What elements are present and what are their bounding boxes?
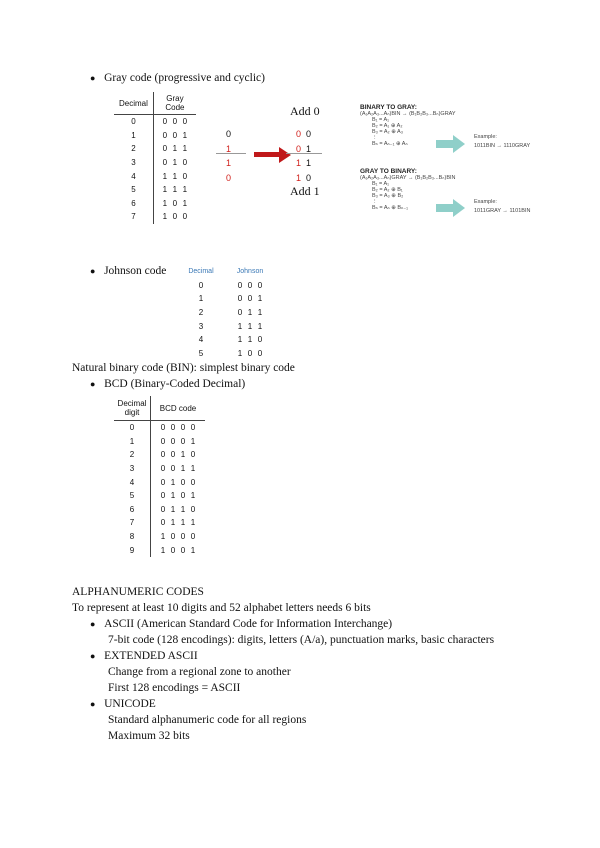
code-cell: 0 0 1 (162, 130, 188, 140)
decimal-cell: 0 (114, 421, 151, 435)
decimal-cell: 0 (198, 280, 204, 290)
ascii-bullet: ● ASCII (American Standard Code for Information Interchange) (90, 618, 393, 630)
unicode-detail-1: Standard alphanumeric code for all regions (108, 714, 307, 726)
code-cell: 1 0 0 0 (160, 532, 196, 542)
code-cell: 1 0 0 1 (160, 545, 196, 555)
code-cell: 0 0 1 0 (160, 450, 196, 460)
bcd-col-decimal: Decimal digit (114, 396, 151, 421)
gray-col-decimal: Decimal (114, 92, 153, 115)
unicode-bullet: ● UNICODE (90, 698, 156, 710)
extended-ascii-bullet: ● EXTENDED ASCII (90, 650, 198, 662)
table-row (114, 115, 196, 129)
code-cell: 1 1 1 (162, 185, 188, 195)
johnson-code-table (180, 265, 278, 360)
table-row (114, 516, 205, 530)
table-row (114, 503, 205, 517)
binary-to-gray-panel: BINARY TO GRAY: (A₁A₂A₃...Aₙ)BIN → (B₁B₂B₃...Bₙ)GRAY B₁ = A₁ B₂ = A₁ ⊕ A₂ B₃ = A₂ ⊕ A₃ ⋮ Bₙ = Aₙ₋₁ ⊕ Aₙ (360, 104, 456, 147)
table-row (114, 475, 205, 489)
code-cell: 0 1 0 1 (160, 491, 196, 501)
natural-binary-line: Natural binary code (BIN): simplest binary code (72, 362, 295, 374)
code-cell: 0 0 0 1 (160, 436, 196, 446)
table-row (114, 169, 196, 183)
bcd-bullet: ● BCD (Binary-Coded Decimal) (90, 378, 246, 390)
gray-code-bullet: ● Gray code (progressive and cyclic) (90, 72, 265, 84)
teal-arrow-icon (436, 199, 466, 217)
decimal-cell: 5 (198, 348, 204, 358)
johnson-col-code: Johnson (236, 268, 264, 276)
johnson-col-decimal: Decimal (188, 268, 214, 276)
bcd-col-code: BCD code (151, 396, 206, 421)
code-cell: 0 1 1 (237, 308, 263, 318)
table-row (114, 448, 205, 462)
decimal-cell: 3 (114, 462, 151, 476)
decimal-cell: 6 (114, 503, 151, 517)
johnson-code-bullet: ● Johnson code (90, 265, 167, 277)
b2g-example-label: Example: (474, 134, 497, 140)
decimal-cell: 7 (114, 516, 151, 530)
red-arrow-icon (254, 147, 292, 163)
reflect-right-divider (286, 153, 322, 154)
gray-code-table (114, 92, 196, 224)
code-cell: 1 0 0 (162, 212, 188, 222)
table-row (180, 306, 278, 320)
code-cell: 0 0 0 0 (160, 423, 196, 433)
gray-col-code: Gray Code (153, 92, 196, 115)
g2b-example: 1011GRAY → 1101BIN (474, 208, 531, 214)
code-cell: 1 1 1 (237, 321, 263, 331)
table-row (180, 292, 278, 306)
table-row (114, 435, 205, 449)
table-row (180, 333, 278, 347)
code-cell: 0 1 1 0 (160, 504, 196, 514)
alnum-intro: To represent at least 10 digits and 52 alphabet letters needs 6 bits (72, 602, 371, 614)
bcd-table (114, 396, 205, 557)
code-cell: 0 0 0 (237, 280, 263, 290)
code-cell: 0 1 1 1 (160, 518, 196, 528)
add0-label: Add 0 (290, 104, 320, 118)
decimal-cell: 1 (114, 129, 153, 143)
unicode-detail-2: Maximum 32 bits (108, 730, 190, 742)
alnum-heading: ALPHANUMERIC CODES (72, 586, 204, 598)
decimal-cell: 4 (114, 169, 153, 183)
code-cell: 0 0 1 (237, 294, 263, 304)
table-row (114, 183, 196, 197)
decimal-cell: 4 (114, 475, 151, 489)
ascii-detail: 7-bit code (128 encodings): digits, letters (A/a), punctuation marks, basic characters (108, 634, 495, 646)
reflect-left-bit: 0 (226, 129, 232, 139)
code-cell: 0 1 1 (162, 144, 188, 154)
reflect-left-bit: 1 (226, 158, 232, 168)
table-row (114, 530, 205, 544)
decimal-cell: 2 (198, 308, 204, 318)
decimal-cell: 6 (114, 197, 153, 211)
code-cell: 1 1 0 (237, 335, 263, 345)
table-row (114, 197, 196, 211)
decimal-cell: 1 (198, 294, 204, 304)
code-cell: 0 1 0 0 (160, 477, 196, 487)
gray-to-binary-panel: GRAY TO BINARY: (A₁A₂A₃...Aₙ)GRAY → (B₁B₂B₃...Bₙ)BIN B₁ = A₁ B₂ = A₂ ⊕ B₁ B₃ = A₃ ⊕ B₂ ⋮ Bₙ = Aₙ ⊕ Bₙ₋₁ (360, 168, 456, 211)
reflect-left-column (226, 127, 231, 185)
add1-label: Add 1 (290, 184, 320, 198)
table-row (114, 489, 205, 503)
g2b-example-label: Example: (474, 199, 497, 205)
table-row (180, 347, 278, 361)
decimal-cell: 0 (114, 115, 153, 129)
decimal-cell: 2 (114, 448, 151, 462)
code-cell: 1 0 1 (162, 198, 188, 208)
table-row (114, 421, 205, 435)
code-cell: 0 0 1 1 (160, 464, 196, 474)
reflect-right-column: 0 0 0 1 1 1 1 0 (296, 129, 312, 183)
code-cell: 0 1 0 (162, 158, 188, 168)
table-row (180, 319, 278, 333)
reflect-left-bit: 0 (226, 172, 232, 183)
table-row (114, 142, 196, 156)
table-row (114, 156, 196, 170)
table-row (114, 462, 205, 476)
code-cell: 1 0 0 (237, 348, 263, 358)
decimal-cell: 2 (114, 142, 153, 156)
decimal-cell: 5 (114, 489, 151, 503)
table-row (114, 210, 196, 224)
reflect-left-bit: 1 (226, 143, 232, 154)
decimal-cell: 9 (114, 543, 151, 557)
teal-arrow-icon (436, 135, 466, 153)
decimal-cell: 5 (114, 183, 153, 197)
decimal-cell: 7 (114, 210, 153, 224)
reflect-left-divider (216, 153, 246, 154)
b2g-example: 1011BIN → 1110GRAY (474, 143, 531, 149)
code-cell: 0 0 0 (162, 117, 188, 127)
decimal-cell: 3 (114, 156, 153, 170)
extended-ascii-detail-1: Change from a regional zone to another (108, 666, 291, 678)
table-row (180, 279, 278, 293)
extended-ascii-detail-2: First 128 encodings = ASCII (108, 682, 241, 694)
decimal-cell: 8 (114, 530, 151, 544)
decimal-cell: 4 (198, 335, 204, 345)
decimal-cell: 1 (114, 435, 151, 449)
table-row (114, 543, 205, 557)
code-cell: 1 1 0 (162, 171, 188, 181)
decimal-cell: 3 (198, 321, 204, 331)
table-row (114, 129, 196, 143)
